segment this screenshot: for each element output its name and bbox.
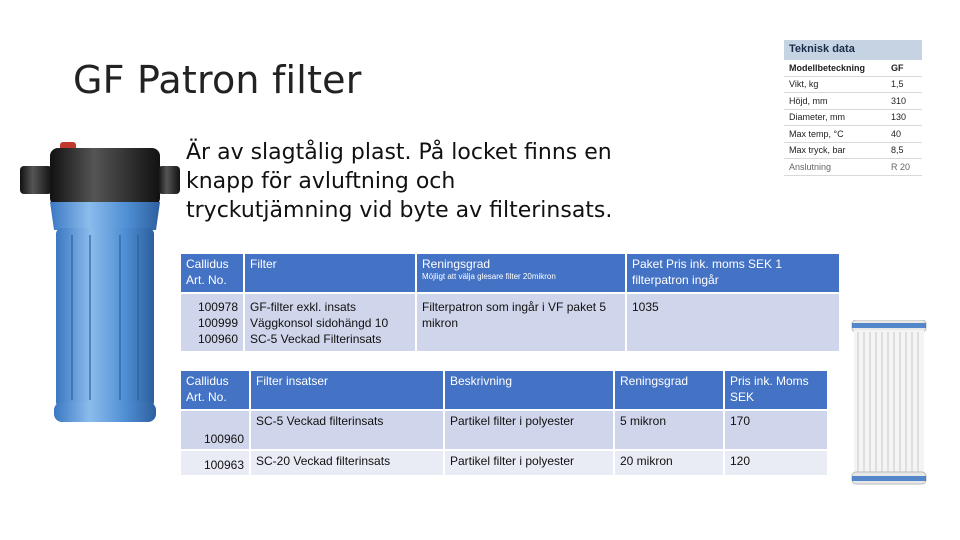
header-description: Beskrivning [445,371,613,409]
tech-value: 310 [891,95,907,106]
reningsgrad-cell: 20 mikron [615,451,723,475]
header-reningsgrad: Reningsgrad [615,371,723,409]
inserts-table [179,369,829,477]
header-reningsgrad-label: Reningsgrad [422,257,491,271]
art-number-cell: 100960 [181,411,249,449]
tech-key: Vikt, kg [789,79,819,90]
art-number: 100978 [197,300,238,314]
description-cell: Partikel filter i polyester [445,451,613,475]
tech-value: R 20 [891,161,911,172]
art-numbers-cell [181,294,243,351]
tech-value: 130 [891,112,907,123]
item-name: Väggkonsol sidohängd 10 [250,316,389,330]
table-row [181,294,839,351]
technical-data-heading: Teknisk data [784,40,922,60]
technical-data-table [784,40,922,177]
insert-cell: SC-20 Veckad filterinsats [251,451,443,475]
tech-value: 40 [891,128,902,139]
table-header-row [181,254,839,292]
tech-row [784,93,922,110]
price-cell: 170 [725,411,827,449]
art-number: 100999 [197,316,238,330]
header-price: Pris ink. Moms SEK [725,371,827,409]
package-table [179,252,841,353]
item-name: GF-filter exkl. insats [250,300,357,314]
art-number-cell: 100963 [181,451,249,475]
tech-row [784,77,922,94]
price-cell: 1035 [627,294,839,351]
tech-key: Diameter, mm [789,112,846,123]
tech-key: Anslutning [789,161,832,172]
reningsgrad-cell: Filterpatron som ingår i VF paket 5 mikron [417,294,625,351]
tech-key: Höjd, mm [789,95,828,106]
filter-housing-image [20,140,180,425]
table-row [181,411,827,449]
tech-row [784,159,922,176]
tech-value: 1,5 [891,79,904,90]
table-row [181,451,827,475]
tech-key: Max temp, °C [789,128,844,139]
header-art-no: Callidus Art. No. [181,371,249,409]
tech-row [784,110,922,127]
price-cell: 120 [725,451,827,475]
intro-line: knapp för avluftning och [186,169,456,194]
tech-row [784,126,922,143]
tech-row [784,143,922,160]
tech-value: 8,5 [891,145,904,156]
item-name: SC-5 Veckad Filterinsats [250,332,382,346]
insert-cell: SC-5 Veckad filterinsats [251,411,443,449]
reningsgrad-cell: 5 mikron [615,411,723,449]
page-title: GF Patron filter [73,58,362,102]
header-reningsgrad [417,254,625,292]
header-reningsgrad-note: Möjligt att välja glesare filter 20mikron [422,272,556,281]
tech-key: Modellbeteckning [789,62,866,73]
intro-text [186,138,636,225]
header-package-price: Paket Pris ink. moms SEK 1 filterpatron ingår [627,254,839,292]
header-filter: Filter [245,254,415,292]
tech-value: GF [891,62,904,73]
description-cell: Partikel filter i polyester [445,411,613,449]
table-header-row [181,371,827,409]
tech-row [784,60,922,77]
items-cell [245,294,415,351]
tech-key: Max tryck, bar [789,145,846,156]
intro-line: tryckutjämning vid byte av filterinsats. [186,198,613,223]
filter-cartridge-image [848,320,930,485]
header-filter-inserts: Filter insatser [251,371,443,409]
header-art-no: Callidus Art. No. [181,254,243,292]
art-number: 100960 [197,332,238,346]
intro-line: Är av slagtålig plast. På locket finns en [186,140,612,165]
